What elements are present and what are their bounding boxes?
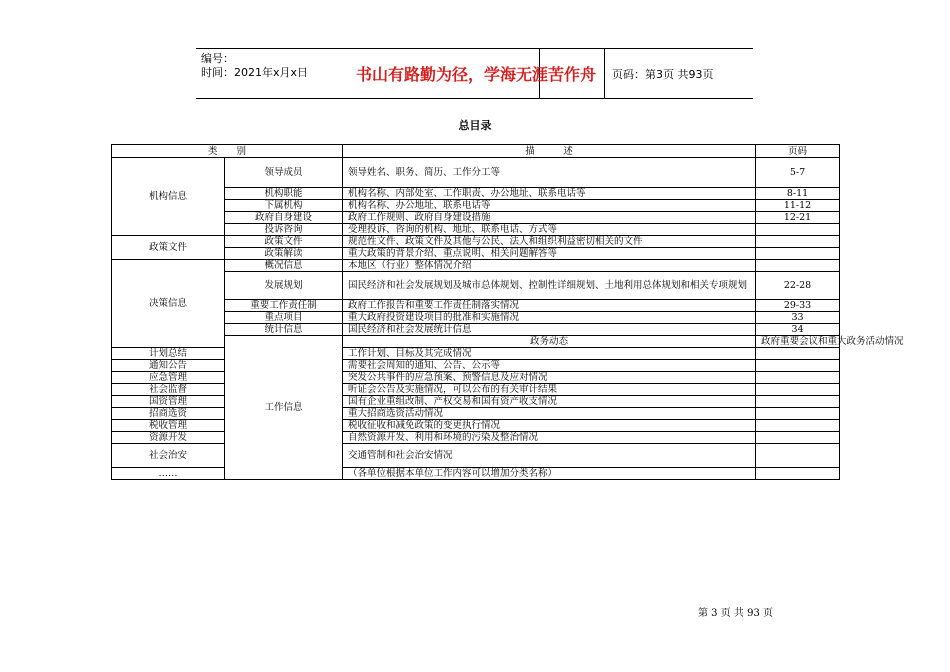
subcategory-cell: 计划总结 (112, 348, 225, 360)
page-number-cell: 11-12 (756, 200, 840, 212)
description-cell: 本地区（行业）整体情况介绍 (343, 260, 756, 272)
category-cell: 机构信息 (112, 158, 225, 236)
description-cell: 领导姓名、职务、简历、工作分工等 (343, 158, 756, 188)
table-row (112, 260, 840, 272)
subcategory-cell: 政府自身建设 (225, 212, 343, 224)
document-number-label: 编号： (201, 52, 234, 65)
subcategory-cell: 政策文件 (225, 236, 343, 248)
description-cell: 听证会公告及实施情况，可以公布的有关审计结果 (343, 384, 756, 396)
page-number-cell (756, 236, 840, 248)
description-cell: （各单位根据本单位工作内容可以增加分类名称） (343, 468, 756, 480)
table-row (112, 158, 840, 188)
page-number-cell (756, 396, 840, 408)
page-number-cell (756, 260, 840, 272)
subcategory-cell: 政策解读 (225, 248, 343, 260)
page-number-cell (756, 384, 840, 396)
description-cell: 交通管制和社会治安情况 (343, 444, 756, 468)
description-cell: 受理投诉、咨询的机构、地址、联系电话、方式等 (343, 224, 756, 236)
subcategory-cell: 重点项目 (225, 312, 343, 324)
description-cell: 政府工作报告和重要工作责任制落实情况 (343, 300, 756, 312)
column-header-description: 描 述 (343, 145, 756, 158)
table-row (112, 396, 840, 408)
page-number-cell: 5-7 (756, 158, 840, 188)
description-cell: 规范性文件、政策文件及其他与公民、法人和组织利益密切相关的文件 (343, 236, 756, 248)
toc-body (112, 158, 904, 480)
category-cell: 政策文件 (112, 236, 225, 260)
table-row (112, 432, 840, 444)
subcategory-cell: 通知公告 (112, 360, 225, 372)
description-cell: 政府重要会议和重大政务活动情况 (756, 336, 840, 348)
page-number-cell: 34 (756, 324, 840, 336)
subcategory-cell: 领导成员 (225, 158, 343, 188)
subcategory-cell: 国资管理 (112, 396, 225, 408)
description-cell: 重大政策的背景介绍、重点说明、相关问题解答等 (343, 248, 756, 260)
subcategory-cell: …… (112, 468, 225, 480)
column-header-page: 页码 (756, 145, 840, 158)
page-number-cell (756, 224, 840, 236)
subcategory-cell: 应急管理 (112, 372, 225, 384)
subcategory-cell: 概况信息 (225, 260, 343, 272)
page-title: 总目录 (458, 119, 492, 132)
column-header-category: 类 别 (112, 145, 343, 158)
table-header-row (112, 145, 840, 158)
table-row (112, 384, 840, 396)
page-number-cell (756, 408, 840, 420)
subcategory-cell: 统计信息 (225, 324, 343, 336)
page-number-cell: 33 (756, 312, 840, 324)
subcategory-cell: 税收管理 (112, 420, 225, 432)
description-cell: 工作计划、目标及其完成情况 (343, 348, 756, 360)
description-cell: 重大政府投资建设项目的批准和实施情况 (343, 312, 756, 324)
page-number-cell (756, 432, 840, 444)
table-row (112, 360, 840, 372)
table-row (112, 372, 840, 384)
page-number-cell (756, 444, 840, 468)
page-number-cell: 12-21 (756, 212, 840, 224)
description-cell: 重大招商选资活动情况 (343, 408, 756, 420)
subcategory-cell: 投诉咨询 (225, 224, 343, 236)
table-row (112, 468, 840, 480)
subcategory-cell: 发展规划 (225, 272, 343, 300)
subcategory-cell: 政务动态 (343, 336, 756, 348)
table-row (112, 420, 840, 432)
subcategory-cell: 下属机构 (225, 200, 343, 212)
description-cell: 机构名称、办公地址、联系电话等 (343, 200, 756, 212)
subcategory-cell: 社会监督 (112, 384, 225, 396)
category-cell: 工作信息 (225, 336, 343, 480)
table-row (112, 444, 840, 468)
description-cell: 国民经济和社会发展统计信息 (343, 324, 756, 336)
page-number-cell (756, 372, 840, 384)
page-number-cell: 8-11 (756, 188, 840, 200)
subcategory-cell: 资源开发 (112, 432, 225, 444)
table-row (112, 348, 840, 360)
subcategory-cell: 招商选资 (112, 408, 225, 420)
header-page-info: 页码：第3页 共93页 (612, 68, 714, 81)
subcategory-cell: 机构职能 (225, 188, 343, 200)
page-number-cell (756, 348, 840, 360)
header-left-cell (201, 52, 308, 80)
toc-table (111, 144, 904, 480)
category-cell: 决策信息 (112, 260, 225, 348)
page-number-cell (756, 360, 840, 372)
description-cell: 税收征收和减免政策的变更执行情况 (343, 420, 756, 432)
page-number-cell (756, 420, 840, 432)
description-cell: 国民经济和社会发展规划及城市总体规划、控制性详细规划、土地利用总体规划和相关专项规划 (343, 272, 756, 300)
subcategory-cell: 重要工作责任制 (225, 300, 343, 312)
header-motto: 书山有路勤为径，学海无涯苦作舟 (355, 65, 596, 84)
page-number-cell (756, 248, 840, 260)
table-row (112, 408, 840, 420)
page-number-cell: 22-28 (756, 272, 840, 300)
description-cell: 需要社会周知的通知、公告、公示等 (343, 360, 756, 372)
page-number-cell (756, 468, 840, 480)
description-cell: 政府工作规则、政府自身建设措施 (343, 212, 756, 224)
page-number-cell: 29-33 (756, 300, 840, 312)
description-cell: 国有企业重组改制、产权交易和国有资产收支情况 (343, 396, 756, 408)
document-time-label: 时间：2021年x月x日 (201, 66, 309, 79)
subcategory-cell: 社会治安 (112, 444, 225, 468)
table-row (112, 236, 840, 248)
page-footer: 第 3 页 共 93 页 (698, 608, 773, 619)
description-cell: 机构名称、内部处室、工作职责、办公地址、联系电话等 (343, 188, 756, 200)
description-cell: 突发公共事件的应急预案、预警信息及应对情况 (343, 372, 756, 384)
description-cell: 自然资源开发、利用和环境的污染及整治情况 (343, 432, 756, 444)
